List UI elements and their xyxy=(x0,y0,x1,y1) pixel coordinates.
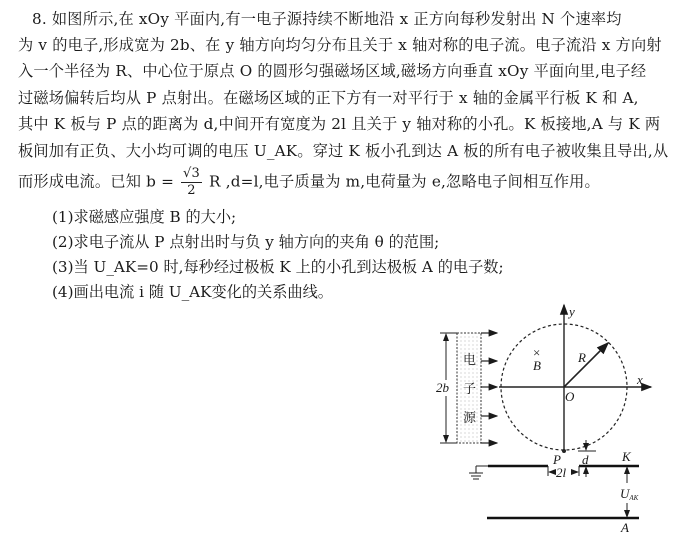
electron-beam-arrows xyxy=(481,333,497,443)
d-label: d xyxy=(582,452,589,467)
question-2: (2)求电子流从 P 点射出时与负 y 轴方向的夹角 θ 的范围; xyxy=(52,233,440,251)
problem-line-3: 入一个半径为 R、中心位于原点 O 的圆形匀强磁场区域,磁场方向垂直 xOy 平面向里,电子经 xyxy=(18,62,647,80)
problem-line-1: 8. 如图所示,在 xOy 平面内,有一电子源持续不断地沿 x 正方向每秒发射出 N 个速率均 xyxy=(32,10,622,28)
voltage-subscript: AK xyxy=(629,494,639,502)
fraction-denominator: 2 xyxy=(187,183,196,198)
radius-label: R xyxy=(578,350,586,365)
question-3: (3)当 U_AK=0 时,每秒经过极板 K 上的小孔到达极板 A 的电子数; xyxy=(52,258,504,276)
source-char-1: 电 xyxy=(463,352,477,367)
k-label: K xyxy=(622,449,631,464)
given-prefix: 而形成电流。已知 b = xyxy=(18,172,175,191)
problem-line-2: 为 v 的电子,形成宽为 2b、在 y 轴方向均匀分布且关于 x 轴对称的电子流。电子流沿 x 方向射 xyxy=(18,36,662,54)
fraction-numerator: √3 xyxy=(183,166,201,181)
a-label: A xyxy=(621,520,629,535)
problem-line-6: 板间加有正负、大小均可调的电压 U_AK。穿过 K 板小孔到达 A 板的所有电子被收集且导出,从 xyxy=(18,142,669,160)
width-label: 2b xyxy=(436,380,449,395)
p-label: P xyxy=(553,452,561,467)
y-axis-label: y xyxy=(569,304,575,319)
voltage-symbol: U xyxy=(620,486,630,501)
field-direction-icon: × xyxy=(533,345,541,360)
hole-label: 2l xyxy=(556,465,567,480)
radius-arrow xyxy=(564,343,608,387)
x-axis-label: x xyxy=(637,372,643,387)
ground-icon xyxy=(469,466,488,479)
given-suffix: R ,d=l,电子质量为 m,电荷量为 e,忽略电子间相互作用。 xyxy=(209,172,600,191)
problem-line-5: 其中 K 板与 P 点的距离为 d,中间开有宽度为 2l 且关于 y 轴对称的小孔。K 板接地,A 与 K 两 xyxy=(18,115,661,133)
voltage-label xyxy=(620,486,639,502)
problem-line-4: 过磁场偏转后均从 P 点射出。在磁场区域的正下方有一对平行于 x 轴的金属平行板 K 和 A, xyxy=(18,89,639,107)
source-char-2: 子 xyxy=(463,381,477,396)
question-1: (1)求磁感应强度 B 的大小; xyxy=(52,208,237,226)
field-label: B xyxy=(533,358,541,373)
point-p xyxy=(562,449,566,453)
question-4: (4)画出电流 i 随 U_AK变化的关系曲线。 xyxy=(52,283,333,301)
source-char-3: 源 xyxy=(463,410,477,425)
origin-label: O xyxy=(565,389,575,404)
